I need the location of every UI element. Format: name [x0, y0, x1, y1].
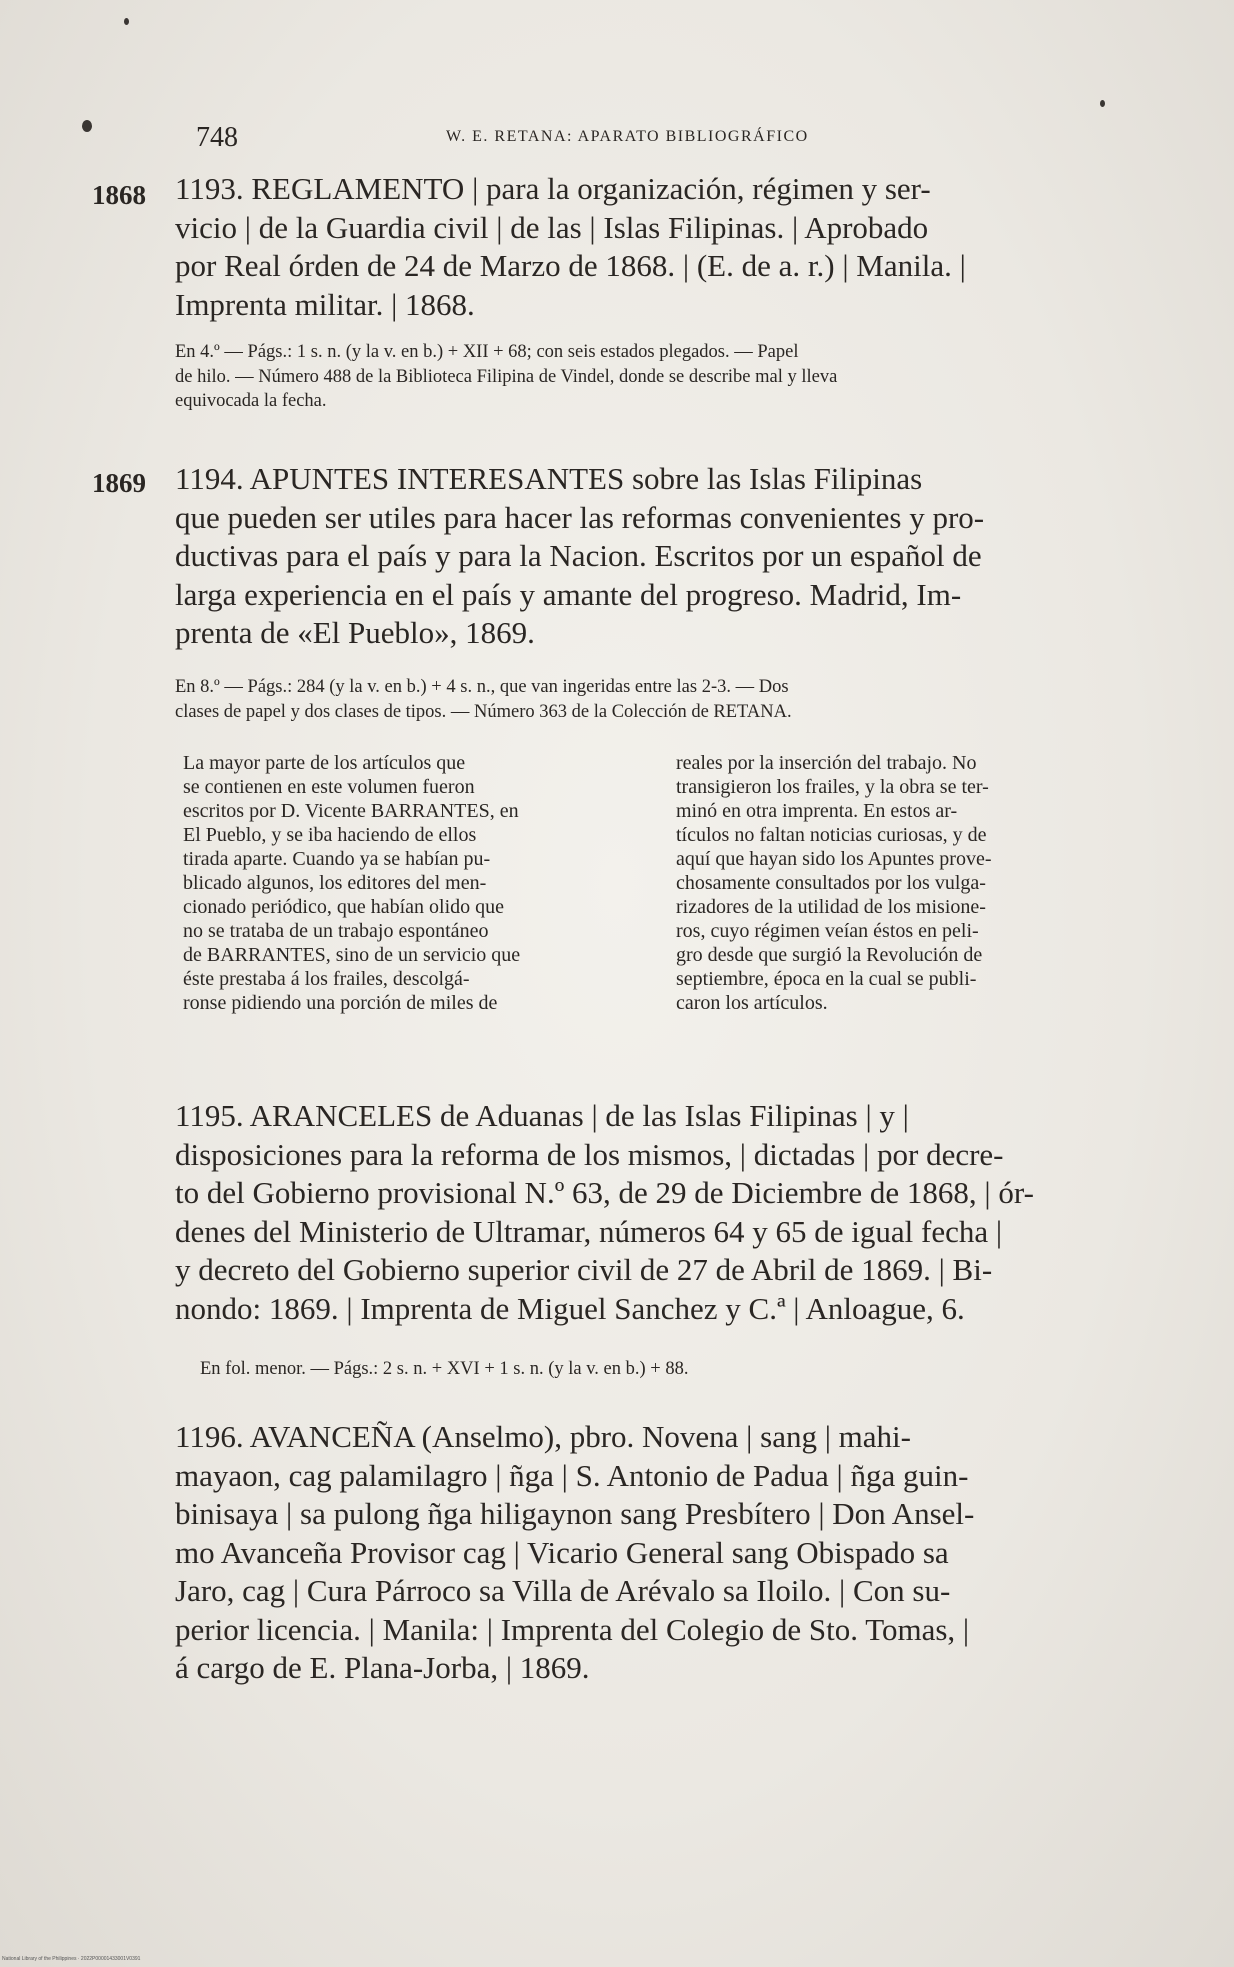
commentary-line: aquí que hayan sido los Apuntes prove- [676, 848, 992, 870]
commentary-line: chosamente consultados por los vulga- [676, 872, 986, 894]
entry-1195-note [200, 1357, 1180, 1382]
commentary-line: gro desde que surgió la Revolución de [676, 944, 983, 966]
commentary-left-column [183, 751, 643, 1015]
ink-speck [124, 18, 129, 25]
commentary-line: tículos no faltan noticias curiosas, y de [676, 824, 987, 846]
commentary-line: blicado algunos, los editores del men- [183, 872, 487, 894]
scan-credit: National Library of the Philippines · 2022P00001433001V0391 [2, 1956, 141, 1962]
note-line: equivocada la fecha. [175, 391, 327, 411]
title-line: vicio | de la Guardia civil | de las | Islas Filipinas. | Aprobado [175, 209, 929, 245]
commentary-right-column [676, 751, 1136, 1015]
entry-year-1868: 1868 [92, 180, 146, 210]
commentary-line: El Pueblo, y se iba haciendo de ellos [183, 824, 477, 846]
title-line: to del Gobierno provisional N.º 63, de 29 de Diciembre de 1868, | ór- [175, 1175, 1034, 1210]
title-line: binisaya | sa pulong ñga hiligaynon sang Presbítero | Don Ansel- [175, 1496, 975, 1531]
commentary-line: ronse pidiendo una porción de miles de [183, 992, 498, 1014]
title-line: ductivas para el país y para la Nacion. Escritos por un español de [175, 538, 982, 573]
title-line: y decreto del Gobierno superior civil de 27 de Abril de 1869. | Bi- [175, 1252, 993, 1287]
commentary-line: escritos por D. Vicente BARRANTES, en [183, 800, 519, 822]
title-line: perior licencia. | Manila: | Imprenta del Colegio de Sto. Tomas, | [175, 1611, 970, 1647]
commentary-line: de BARRANTES, sino de un servicio que [183, 944, 521, 966]
entry-1196-title [175, 1418, 1155, 1688]
title-line: Jaro, cag | Cura Párroco sa Villa de Arévalo sa Iloilo. | Con su- [175, 1573, 951, 1608]
commentary-line: éste prestaba á los frailes, descolgá- [183, 968, 470, 990]
commentary-line: minó en otra imprenta. En estos ar- [676, 800, 958, 822]
commentary-line: se contienen en este volumen fueron [183, 776, 475, 798]
title-line: por Real órden de 24 de Marzo de 1868. | (E. de a. r.) | Manila. | [175, 248, 966, 283]
commentary-line: rizadores de la utilidad de los misione- [676, 896, 986, 918]
title-line: disposiciones para la reforma de los mismos, | dictadas | por decre- [175, 1136, 1004, 1172]
title-line: denes del Ministerio de Ultramar, números 64 y 65 de igual fecha | [175, 1213, 1003, 1249]
commentary-line: no se trataba de un trabajo espontáneo [183, 920, 489, 942]
title-line: 1196. AVANCEÑA (Anselmo), pbro. Novena | sang | mahi- [175, 1419, 911, 1454]
page-header [196, 122, 996, 152]
commentary-line: caron los artículos. [676, 992, 828, 1014]
title-line: 1194. APUNTES INTERESANTES sobre las Islas Filipinas [175, 461, 923, 496]
commentary-line: reales por la inserción del trabajo. No [676, 752, 977, 774]
entry-1193-title [175, 170, 1155, 324]
note-line: de hilo. — Número 488 de la Biblioteca Filipina de Vindel, donde se describe mal y lleva [175, 366, 838, 387]
ink-speck [1100, 100, 1105, 107]
title-line: Imprenta militar. | 1868. [175, 286, 475, 322]
title-line: mo Avanceña Provisor cag | Vicario General sang Obispado sa [175, 1534, 949, 1570]
title-line: larga experiencia en el país y amante del progreso. Madrid, Im- [175, 576, 962, 612]
page-number: 748 [196, 122, 238, 153]
entry-1194-note [175, 675, 1155, 724]
commentary-line: ros, cuyo régimen veían éstos en peli- [676, 920, 979, 942]
commentary-line: cionado periódico, que habían olido que [183, 896, 505, 918]
note-line: En 8.º — Págs.: 284 (y la v. en b.) + 4 s. n., que van ingeridas entre las 2-3. — Dos [175, 677, 789, 697]
commentary-line: transigieron los frailes, y la obra se ter- [676, 776, 989, 798]
note-line: clases de papel y dos clases de tipos. — Número 363 de la Colección de RETANA. [175, 701, 792, 722]
running-head: W. E. RETANA: APARATO BIBLIOGRÁFICO [446, 128, 809, 145]
title-line: prenta de «El Pueblo», 1869. [175, 615, 535, 650]
title-line: nondo: 1869. | Imprenta de Miguel Sanchez y C.ª | Anloague, 6. [175, 1290, 965, 1326]
title-line: 1193. REGLAMENTO | para la organización, régimen y ser- [175, 171, 931, 206]
entry-1193-note [175, 340, 1155, 414]
entry-year-1869: 1869 [92, 468, 146, 498]
title-line: 1195. ARANCELES de Aduanas | de las Islas Filipinas | y | [175, 1098, 909, 1133]
commentary-line: tirada aparte. Cuando ya se habían pu- [183, 848, 491, 870]
title-line: que pueden ser utiles para hacer las reformas convenientes y pro- [175, 499, 985, 535]
commentary-line: septiembre, época en la cual se publi- [676, 968, 977, 990]
note-line: En 4.º — Págs.: 1 s. n. (y la v. en b.) + XII + 68; con seis estados plegados. — Papel [175, 342, 799, 362]
title-line: á cargo de E. Plana-Jorba, | 1869. [175, 1650, 590, 1685]
title-line: mayaon, cag palamilagro | ñga | S. Antonio de Padua | ñga guin- [175, 1457, 969, 1493]
note-line: En fol. menor. — Págs.: 2 s. n. + XVI + 1 s. n. (y la v. en b.) + 88. [200, 1359, 689, 1379]
entry-1195-title [175, 1097, 1155, 1328]
ink-speck [82, 120, 92, 132]
entry-1194-title [175, 460, 1155, 653]
commentary-line: La mayor parte de los artículos que [183, 752, 466, 774]
